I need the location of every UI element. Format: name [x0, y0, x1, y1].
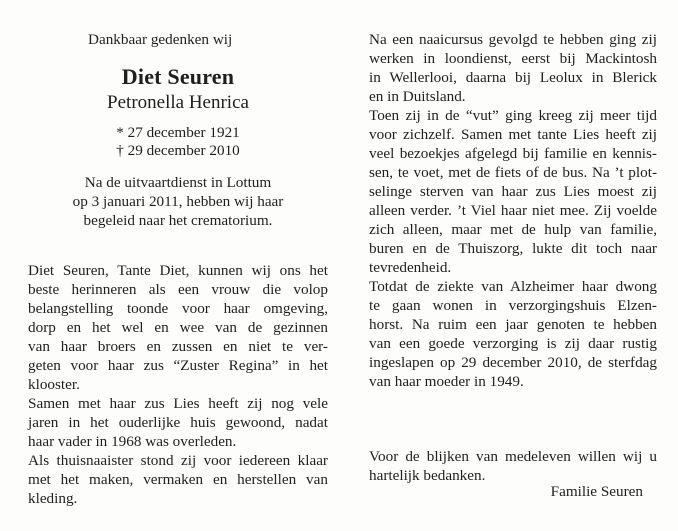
- service-line-1: Na de uitvaartdienst in Lottum: [84, 174, 272, 191]
- bio-line: beste herinneren als een vrouw die volop: [28, 281, 328, 298]
- bio-line: en in Duitsland.: [369, 88, 466, 105]
- bio-line: kleding.: [28, 490, 78, 507]
- service-line-2: op 3 januari 2011, hebben wij haar: [72, 193, 284, 210]
- given-names: Petronella Henrica: [107, 92, 249, 113]
- bio-line: jaren in het ouderlijke huis gewoond, nadat: [28, 414, 328, 431]
- closing-line: hartelijk bedanken.: [369, 467, 486, 484]
- bio-line: klooster.: [28, 376, 80, 393]
- bio-line: tevredenheid.: [369, 259, 452, 276]
- birth-date: * 27 december 1921: [116, 124, 240, 141]
- bio-line: buren en de Thuiszorg, lukte dit toch naar: [369, 240, 657, 257]
- bio-line: Totdat de ziekte van Alzheimer haar dwong: [369, 278, 657, 295]
- bio-line: Diet Seuren, Tante Diet, kunnen wij ons het: [28, 262, 328, 279]
- bio-line: van haar moeder in 1949.: [369, 373, 524, 390]
- bio-line: belangstelling toonde voor haar omgeving,: [28, 300, 328, 317]
- bio-line: alleen verder. ’t Viel haar niet mee. Zij voelde: [369, 202, 657, 219]
- intro-line: Dankbaar gedenken wij: [88, 31, 233, 48]
- bio-line: zich alleen, maar met de hulp van familie,: [369, 221, 657, 238]
- bio-line: Na een naaicursus gevolgd te hebben ging zij: [369, 31, 657, 48]
- bio-line: met het maken, vermaken en herstellen van: [28, 471, 328, 488]
- bio-line: sen, te voet, met de fiets of de bus. Na ’t plot-: [369, 164, 657, 181]
- bio-line: werken in loondienst, eerst bij Mackintosh: [369, 50, 657, 67]
- bio-line: horst. Na ruim een jaar genoten te hebben: [369, 316, 657, 333]
- bio-line: veel bezoekjes afgelegd bij familie en kennis-: [369, 145, 657, 162]
- closing-line: Voor de blijken van medeleven willen wij u: [369, 448, 657, 465]
- deceased-name: Diet Seuren: [121, 64, 235, 89]
- bio-line: Toen zij in de “vut” ging kreeg zij meer tijd: [369, 107, 657, 124]
- death-date: † 29 december 2010: [116, 142, 240, 159]
- signature: Familie Seuren: [550, 483, 643, 500]
- bio-line: van een goede verzorging is zij daar rustig: [369, 335, 657, 352]
- bio-line: Als thuisnaaister stond zij voor iedereen klaar: [28, 452, 328, 469]
- bio-line: dorp en het wel en wee van de gezinnen: [28, 319, 328, 336]
- bio-line: haar vader in 1968 was overleden.: [28, 433, 237, 450]
- bio-line: in Wellerlooi, daarna bij Leolux in Blerick: [369, 69, 657, 86]
- bio-line: voor zichzelf. Samen met tante Lies heeft zij: [369, 126, 657, 143]
- bio-line: van haar broers en zussen en niet te ver-: [28, 338, 328, 355]
- bio-line: geten voor haar zus “Zuster Regina” in het: [28, 357, 328, 374]
- bio-line: Samen met haar zus Lies heeft zij nog vele: [28, 395, 328, 412]
- bio-line: ingeslapen op 29 december 2010, de sterfdag: [369, 354, 657, 371]
- bio-line: te gaan wonen in verzorgingshuis Elzen-: [369, 297, 657, 314]
- service-line-3: begeleid naar het crematorium.: [83, 212, 273, 229]
- bio-line: selinge sterven van haar zus Lies moest zij: [369, 183, 657, 200]
